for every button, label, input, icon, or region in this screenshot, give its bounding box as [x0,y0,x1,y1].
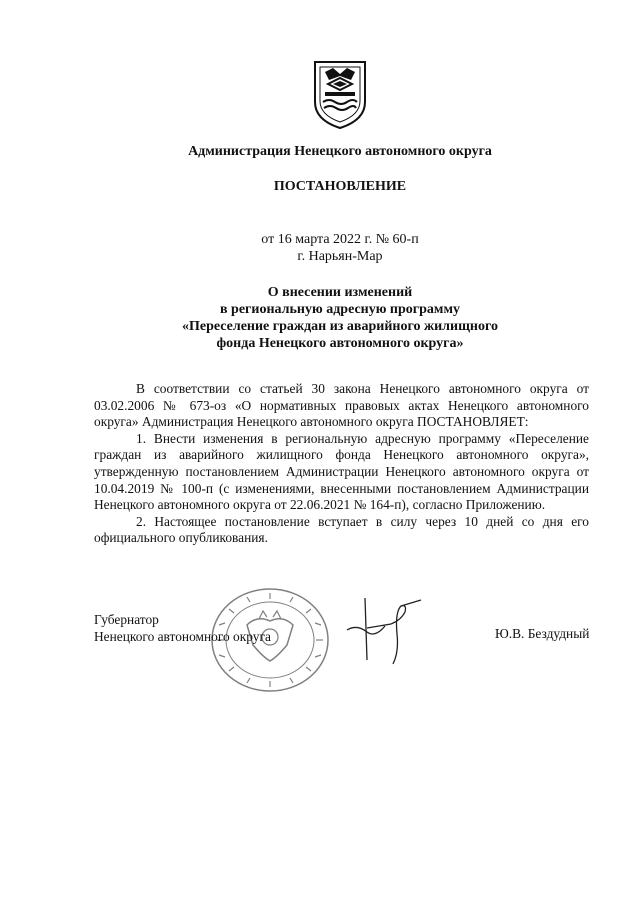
handwritten-signature-icon [345,590,425,670]
title-line-2: в региональную адресную программу [220,302,460,317]
document-type: ПОСТАНОВЛЕНИЕ [273,179,407,194]
signatory-position-line-1: Губернатор [94,612,159,627]
signatory-position [94,611,271,645]
document-body [94,381,589,547]
paragraph-item-2: 2. Настоящее постановление вступает в силу через 10 дней со дня его официального опубликования. [94,513,589,546]
paragraph-preamble: В соответствии со статьей 30 закона Ненецкого автономного округа от 03.02.2006 № 673-оз «О нормативных правовых актах Ненецкого автономного округа» Администрация Ненецкого автономного округа ПОСТАНОВЛЯЕТ: [94,381,589,430]
organization-name: Администрация Ненецкого автономного округа [188,144,492,159]
signatory-position-line-2: Ненецкого автономного округа [94,629,271,644]
document-city: г. Нарьян-Мар [297,249,383,264]
signatory-name: Ю.В. Бездудный [495,626,590,641]
paragraph-item-1: 1. Внести изменения в региональную адресную программу «Переселение граждан из аварийного жилищного фонда Ненецкого автономного округа», утвержденную постановлением Администрации Ненецкого автономного округа от 10.04.2019 № 100-п (с изменениями, внесенными постановлением Администрации Ненецкого автономного округа от 22.06.2021 № 164-п), согласно Приложению. [94,430,589,513]
title-line-4: фонда Ненецкого автономного округа» [216,336,464,351]
document-date-number: от 16 марта 2022 г. № 60-п [261,232,419,247]
coat-of-arms-icon [311,58,369,130]
title-line-1: О внесении изменений [267,285,413,300]
title-line-3: «Переселение граждан из аварийного жилищного [181,319,498,334]
